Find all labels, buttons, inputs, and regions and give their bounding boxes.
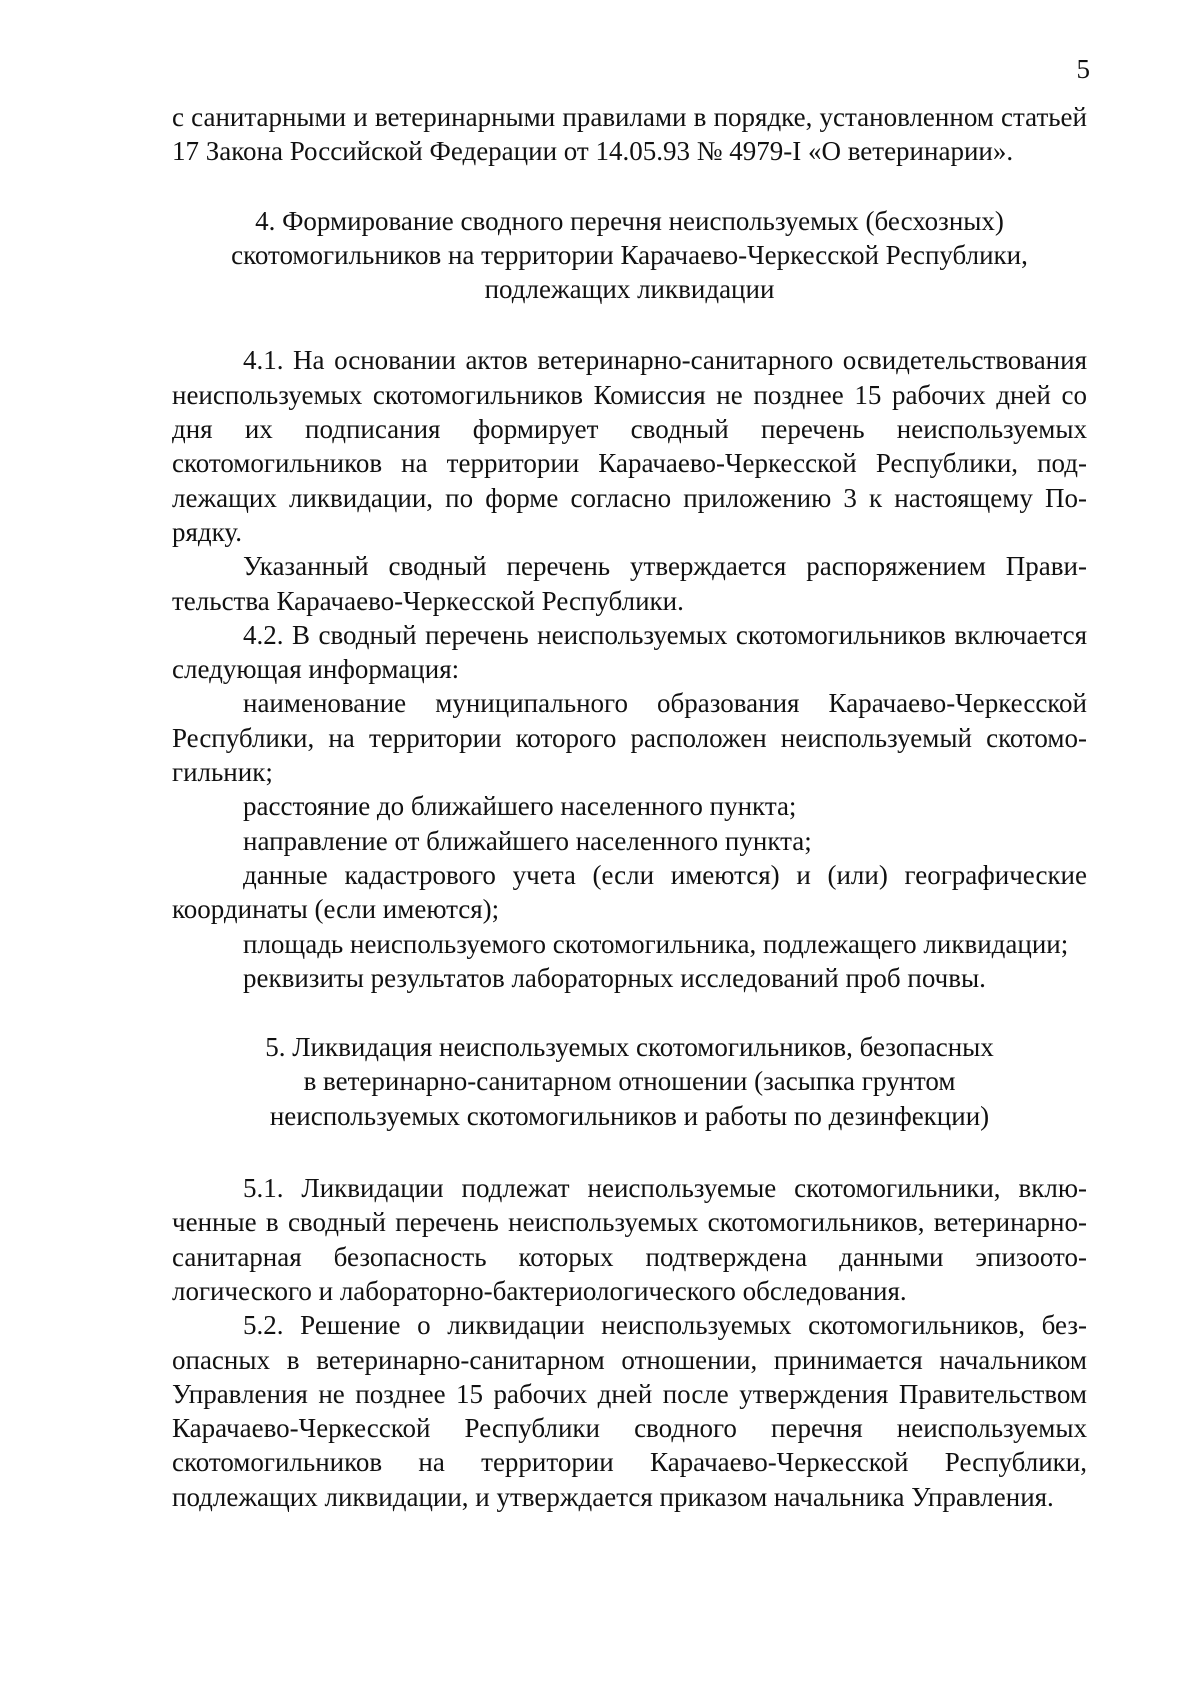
list-item: реквизиты результатов лабораторных исследований проб почвы.	[243, 962, 986, 993]
section-5-heading	[172, 1030, 1087, 1133]
paragraph-5-1: 5.1. Ликвидации подлежат неиспользуемые скотомогильники, включенные в сводный перечень неиспользуемых скотомогильников, ветеринарно-санитарная безопасность которых подтверждена данными эпизоотологического и лабораторно-бактериологического обследования.	[172, 1173, 1087, 1306]
document-body	[172, 100, 1087, 1514]
section-5-heading-line: неиспользуемых скотомогильников и работы по дезинфекции)	[269, 1100, 990, 1131]
section-4-heading-line: подлежащих ликвидации	[484, 274, 775, 305]
section-4-heading-line: скотомогильников на территории Карачаево-Черкесской Республики,	[231, 239, 1028, 270]
list-item: направление от ближайшего населенного пункта;	[243, 825, 812, 856]
list-item: данные кадастрового учета (если имеются) и (или) географические координаты (если имеются);	[172, 859, 1087, 925]
spacer	[172, 306, 1087, 343]
page-number: 5	[1076, 54, 1090, 84]
spacer	[172, 1133, 1087, 1171]
paragraph-4-2: 4.2. В сводный перечень неиспользуемых скотомогильников включается следующая информация:	[172, 619, 1087, 685]
list-item: расстояние до ближайшего населенного пункта;	[243, 791, 797, 822]
spacer	[172, 995, 1087, 1030]
list-item: площадь неиспользуемого скотомогильника, подлежащего ликвидации;	[243, 928, 1069, 959]
section-4-heading-line: 4. Формирование сводного перечня неиспользуемых (бесхозных)	[255, 205, 1004, 236]
section-5-heading-line: 5. Ликвидация неиспользуемых скотомогильников, безопасных	[265, 1032, 994, 1063]
list-item: наименование муниципального образования Карачаево-Черкесской Республики, на территории которого расположен неиспользуемый скотомогильник;	[172, 688, 1087, 788]
section-4-heading	[172, 204, 1087, 307]
paragraph-4-1: 4.1. На основании актов ветеринарно-санитарного освидетельствования неиспользуемых скотомогильников Комиссия не позднее 15 рабочих дней со дня их подписания формирует сводный перечень неиспользуемых скотомогильников на территории Карачаево-Черкесской Республики, подлежащих ликвидации, по форме согласно приложению 3 к настоящему Порядку.	[172, 345, 1087, 547]
spacer	[172, 169, 1087, 204]
section-5-heading-line: в ветеринарно-санитарном отношении (засыпка грунтом	[303, 1066, 956, 1097]
paragraph-4-1-approval: Указанный сводный перечень утверждается распоряжением Правительства Карачаево-Черкесской Республики.	[172, 551, 1087, 616]
paragraph-5-2: 5.2. Решение о ликвидации неиспользуемых скотомогильников, безопасных в ветеринарно-санитарном отношении, принимается начальником Управления не позднее 15 рабочих дней после утверждения Правительством Карачаево-Черкесской Республики сводного перечня неиспользуемых скотомогильников на территории Карачаево-Черкесской Республики, подлежащих ликвидации, и утверждается приказом начальника Управления.	[172, 1310, 1087, 1512]
paragraph-intro: с санитарными и ветеринарными правилами в порядке, установленном статьей 17 Закона Российской Федерации от 14.05.93 № 4979-I «О ветеринарии».	[172, 102, 1087, 167]
